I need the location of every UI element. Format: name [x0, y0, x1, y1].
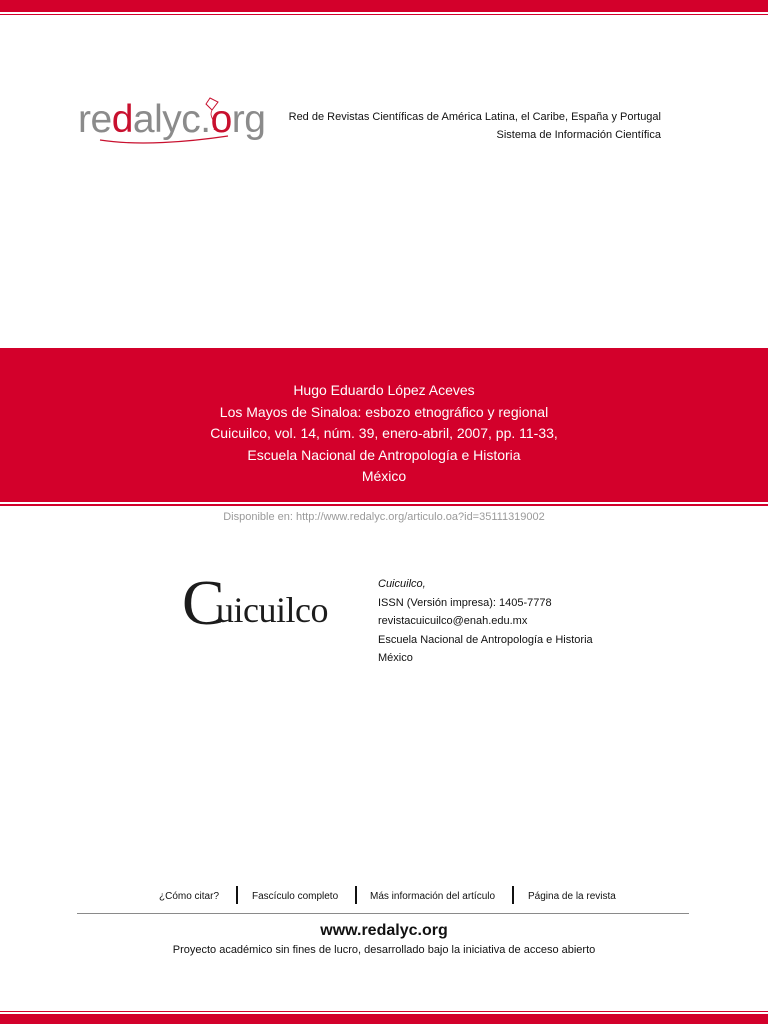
more-info-link[interactable]: Más información del artículo — [370, 891, 496, 902]
cuicuilco-logo-rest: uicuilco — [216, 590, 328, 630]
network-name: Red de Revistas Científicas de América Latina, el Caribe, España y Portugal — [288, 111, 661, 123]
top-red-line — [0, 14, 768, 15]
link-separator — [355, 886, 357, 904]
top-red-bar — [0, 0, 768, 12]
article-citation: Cuicuilco, vol. 14, núm. 39, enero-abril, 2007, pp. 11-33, — [210, 425, 558, 441]
article-band-underline — [0, 504, 768, 506]
article-title: Los Mayos de Sinaloa: esbozo etnográfico y regional — [219, 403, 549, 420]
logo-part-o: o — [210, 98, 232, 141]
system-name: Sistema de Información Científica — [496, 129, 661, 141]
logo-part-d: d — [111, 98, 133, 141]
journal-country: México — [378, 652, 413, 664]
logo-part-re: re — [78, 98, 112, 141]
logo-part-alyc: alyc. — [132, 98, 211, 141]
article-publisher: Escuela Nacional de Antropología e Historia — [247, 446, 521, 463]
bottom-red-bar — [0, 1014, 768, 1024]
link-separator — [236, 886, 238, 904]
journal-page-link[interactable]: Página de la revista — [528, 891, 616, 902]
link-separator — [512, 886, 514, 904]
article-details — [0, 380, 768, 488]
available-link[interactable]: Disponible en: http://www.redalyc.org/articulo.oa?id=35111319002 — [223, 511, 545, 523]
header-info — [289, 108, 661, 144]
journal-info — [378, 575, 593, 668]
bottom-red-line — [0, 1011, 768, 1012]
issue-link[interactable]: Fascículo completo — [252, 891, 339, 902]
logo-part-rg: rg — [231, 98, 266, 141]
journal-institution: Escuela Nacional de Antropología e Historia — [378, 633, 593, 646]
redalyc-logo[interactable] — [78, 96, 266, 144]
journal-name: Cuicuilco, — [378, 578, 426, 590]
article-author: Hugo Eduardo López Aceves — [293, 382, 475, 398]
footer-tagline: Proyecto académico sin fines de lucro, desarrollado bajo la iniciativa de acceso abierto — [172, 944, 596, 956]
cite-link[interactable]: ¿Cómo citar? — [159, 891, 220, 902]
site-url[interactable]: www.redalyc.org — [320, 922, 448, 939]
logo-swoosh-icon — [78, 96, 258, 144]
journal-email[interactable]: revistacuicuilco@enah.edu.mx — [378, 615, 528, 627]
cuicuilco-logo-initial: C — [182, 567, 225, 638]
article-country: México — [361, 468, 407, 484]
journal-issn: ISSN (Versión impresa): 1405-7778 — [378, 596, 552, 609]
cuicuilco-logo — [182, 567, 352, 640]
footer-links — [150, 886, 630, 908]
footer-divider — [77, 913, 689, 914]
